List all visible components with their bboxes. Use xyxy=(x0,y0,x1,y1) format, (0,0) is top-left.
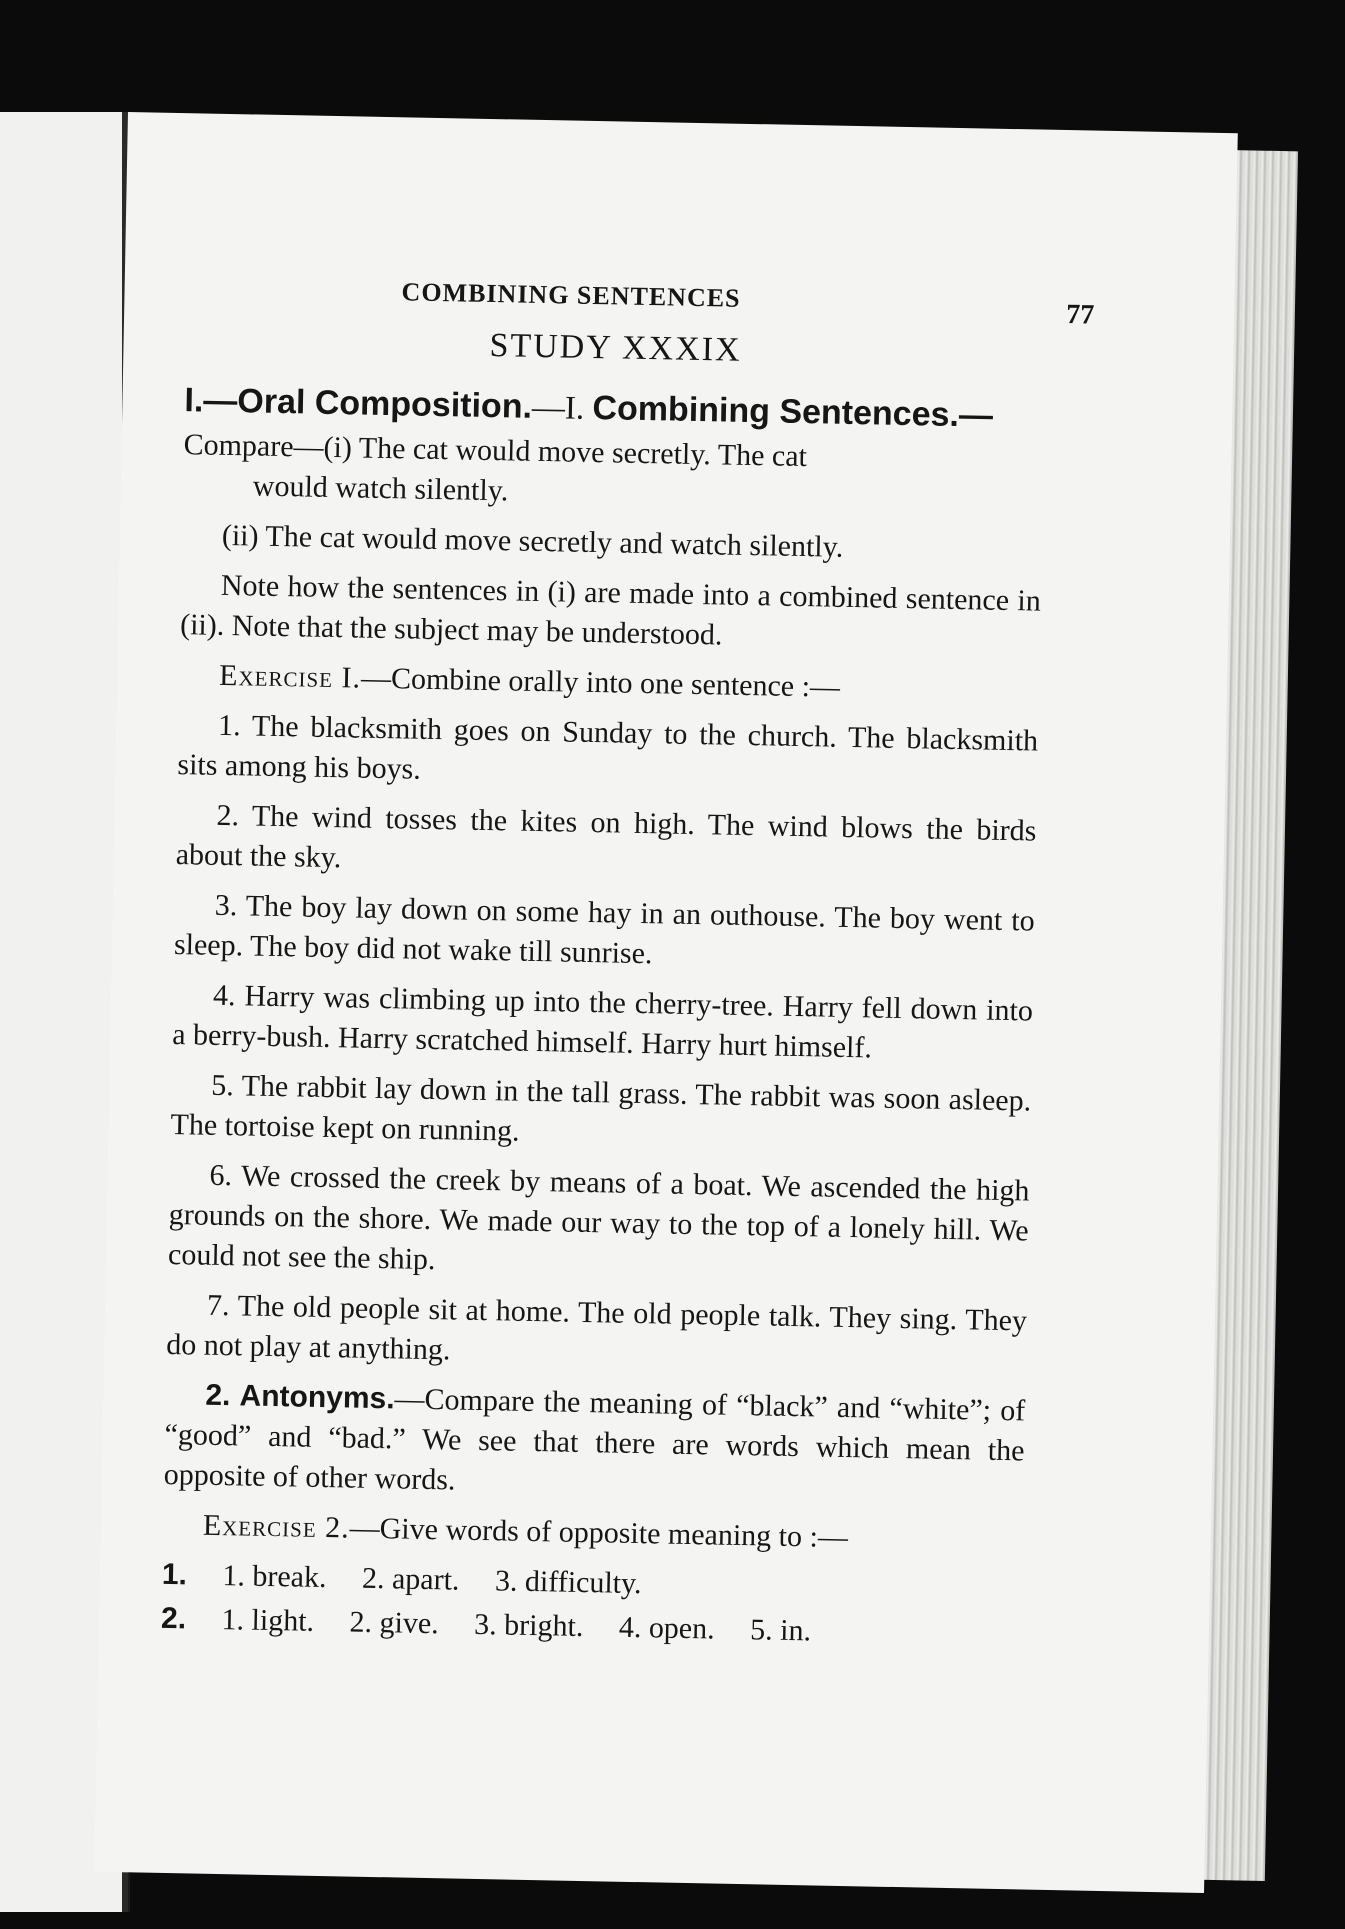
word-item: 4. open. xyxy=(618,1610,716,1646)
book-page xyxy=(94,112,1238,1893)
exercise-2-label: Exercise 2. xyxy=(202,1508,351,1545)
section-1-subtitle: Combining Sentences.— xyxy=(592,388,994,435)
section-2-text: —Compare the meaning of “black” and “white”; of “good” and “bad.” We see that there are words which mean the opposite of other words. xyxy=(163,1382,1026,1497)
exercise-2-instruction xyxy=(162,1505,1023,1562)
word-item: 5. in. xyxy=(749,1613,812,1648)
row-label: 1. xyxy=(161,1557,188,1592)
page-text xyxy=(160,268,1095,1659)
section-2-number: 2. xyxy=(205,1378,231,1413)
running-title: COMBINING SENTENCES xyxy=(401,277,741,313)
exercise-item: 6. We crossed the creek by means of a boat. We ascended the high grounds on the shore. We made our way to the top of a lonely hill. We could not see the ship. xyxy=(167,1158,1030,1277)
exercise-item: 7. The old people sit at home. The old people talk. They sing. They do not play at anything. xyxy=(166,1288,1028,1367)
exercise-item: 5. The rabbit lay down in the tall grass. The rabbit was soon asleep. The tortoise kept on running. xyxy=(170,1068,1032,1148)
row-label: 2. xyxy=(160,1601,187,1636)
exercise-item: 3. The boy lay down on some hay in an outhouse. The boy went to sleep. The boy did not wake till sunrise. xyxy=(173,888,1035,971)
word-item: 2. give. xyxy=(349,1605,440,1641)
section-1-title: I.—Oral Composition. xyxy=(184,381,533,426)
word-item: 2. apart. xyxy=(361,1561,460,1597)
word-item: 3. bright. xyxy=(473,1607,584,1644)
exercise-1-instruction xyxy=(179,655,1040,712)
word-item: 1. break. xyxy=(222,1559,327,1595)
page-number: 77 xyxy=(1065,299,1095,331)
section-2-title: Antonyms. xyxy=(239,1379,395,1416)
note-paragraph: Note how the sentences in (i) are made into a combined sentence in (ii). Note that the subject may be understood. xyxy=(179,568,1042,652)
study-title: STUDY XXXIX xyxy=(489,326,742,369)
antonyms-paragraph xyxy=(163,1375,1025,1511)
exercise-item: 2. The wind tosses the kites on high. The wind blows the birds about the sky. xyxy=(175,798,1037,875)
exercise-1-label: Exercise I. xyxy=(218,658,362,695)
exercise-item: 4. Harry was climbing up into the cherry-tree. Harry fell down into a berry-bush. Harry scratched himself. Harry hurt himself. xyxy=(171,978,1034,1065)
exercise-item: 1. The blacksmith goes on Sunday to the church. The blacksmith sits among his boys. xyxy=(177,708,1039,786)
compare-line-2: (ii) The cat would move secretly and watch silently. xyxy=(221,518,844,564)
word-item: 3. difficulty. xyxy=(494,1564,642,1601)
exercise-1-text: —Combine orally into one sentence :— xyxy=(360,661,841,704)
compare-line-1: Compare—(i) The cat would move secretly. The cat xyxy=(183,428,808,474)
section-1-number: —I. xyxy=(531,389,585,427)
compare-line-1b: would watch silently. xyxy=(252,469,509,508)
word-item: 1. light. xyxy=(221,1603,315,1638)
exercise-2-text: —Give words of opposite meaning to :— xyxy=(349,1511,849,1555)
